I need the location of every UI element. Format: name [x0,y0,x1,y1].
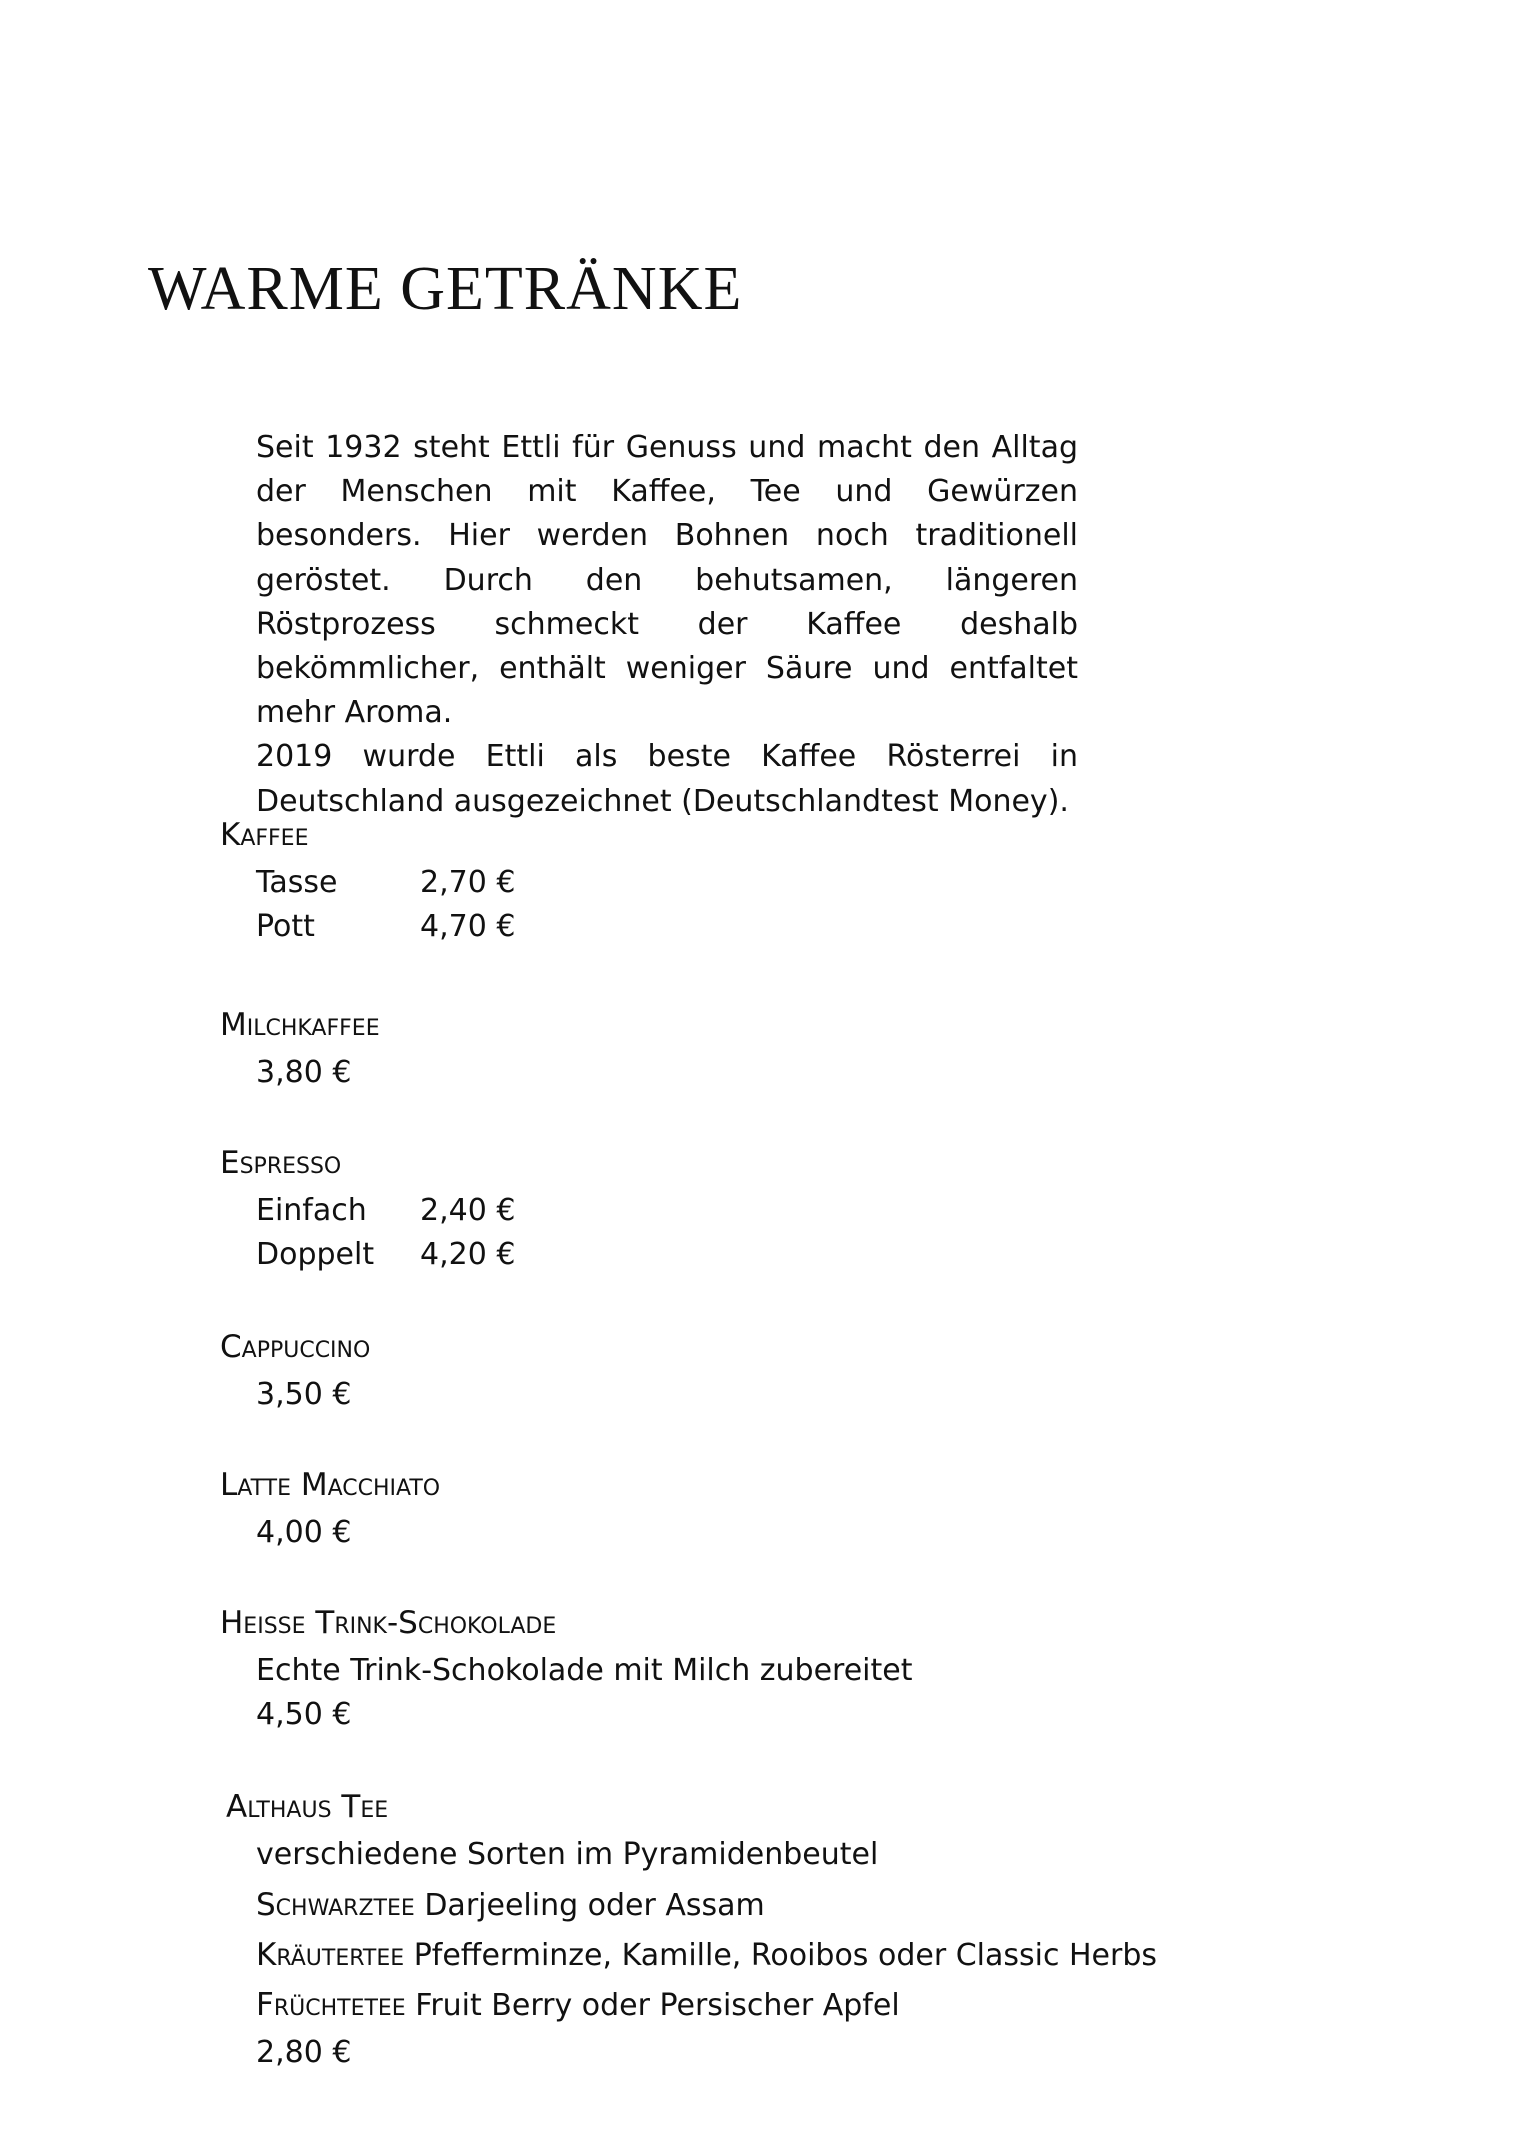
item-title: Kaffee [220,817,309,853]
option-label: Tasse [256,865,338,900]
item-title: Heiße Trink-Schokolade [220,1605,557,1641]
tea-variety [256,1987,900,2023]
intro-paragraph-1: Seit 1932 steht Ettli für Genuss und macht den Alltag der Menschen mit Kaffee, Tee und Gewürzen besonders. Hier werden Bohnen noch traditionell geröstet. Durch den behutsamen, längeren Röstprozess schmeckt der Kaffee deshalb bekömmlicher, enthält weniger Säure und entfaltet mehr Aroma. [256,430,1078,731]
tea-variety-detail: Pfefferminze, Kamille, Rooibos oder Classic Herbs [413,1938,1158,1973]
item-price: 3,50 € [256,1377,352,1412]
option-label: Pott [256,909,315,944]
item-title: Latte Macchiato [220,1467,441,1503]
option-price: 2,40 € [420,1193,516,1228]
option-price: 2,70 € [420,865,516,900]
tea-variety-name: Schwarztee [256,1887,415,1923]
item-description: Echte Trink-Schokolade mit Milch zubereitet [256,1653,913,1688]
option-price: 4,70 € [420,909,516,944]
item-price: 3,80 € [256,1055,352,1090]
item-price: 2,80 € [256,2035,352,2070]
tea-variety-detail: Fruit Berry oder Persischer Apfel [415,1988,900,2023]
tea-variety-name: Früchtetee [256,1987,406,2023]
item-price: 4,50 € [256,1697,352,1732]
item-title: Milchkaffee [220,1007,380,1043]
intro-text [256,426,1078,824]
tea-variety [256,1887,765,1923]
item-price: 4,00 € [256,1515,352,1550]
tea-variety-name: Kräutertee [256,1937,405,1973]
page-title: WARME GETRÄNKE [148,255,743,323]
tea-variety-detail: Darjeeling oder Assam [424,1888,765,1923]
item-title: Althaus Tee [226,1789,389,1825]
option-label: Doppelt [256,1237,375,1272]
tea-variety [256,1937,1158,1973]
option-price: 4,20 € [420,1237,516,1272]
item-title: Espresso [220,1145,342,1181]
item-description: verschiedene Sorten im Pyramidenbeutel [256,1837,879,1872]
option-label: Einfach [256,1193,367,1228]
item-title: Cappuccino [220,1329,371,1365]
intro-paragraph-2: 2019 wurde Ettli als beste Kaffee Rösterrei in Deutschland ausgezeichnet (Deutschlandtest Money). [256,739,1078,819]
